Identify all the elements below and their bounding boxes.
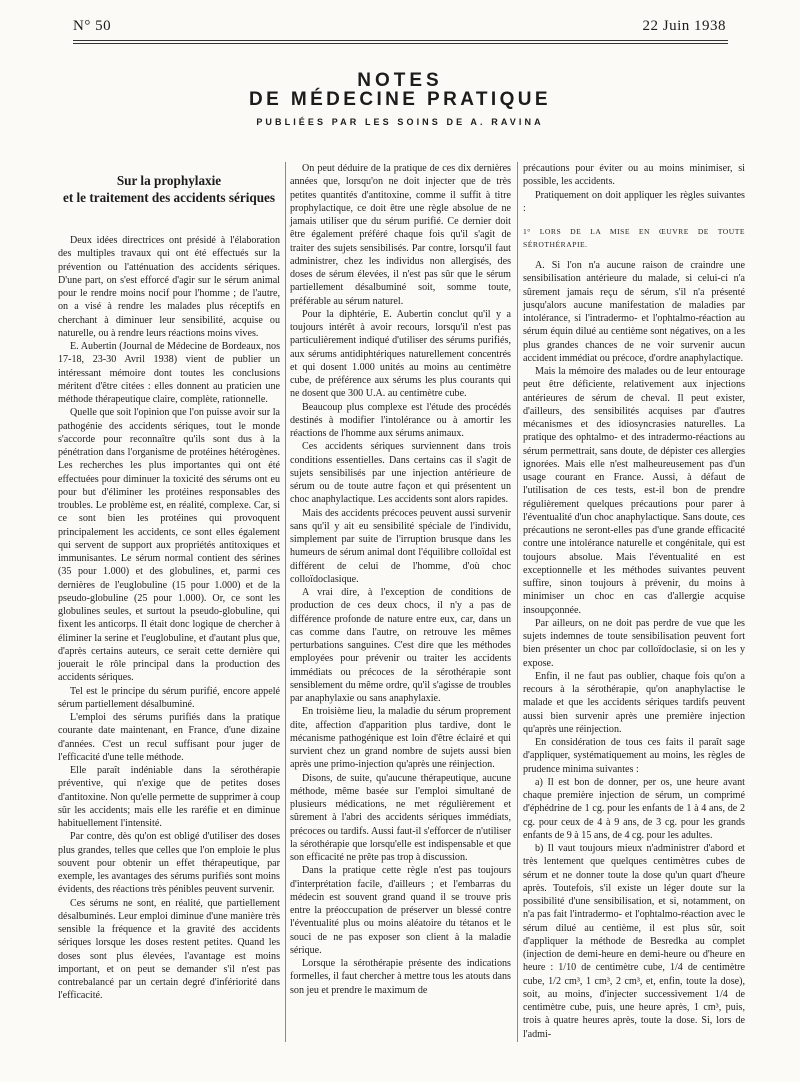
column-divider: [285, 162, 286, 1042]
paragraph: On peut déduire de la pratique de ces dix dernières années que, lorsqu'on ne doit injecter que de très petites quantités d'antitoxine, comme il suffit à titre prophylactique, ce doit être une règle absolue de ne jamais utiliser que du sérum purifié. Ce dernier doit être également préféré chaque fois qu'il s'agit de traiter des sujets sensibilisés. Par contre, lorsqu'il faut administrer, chez les individus non allergisés, des doses de sérum élevées, il n'est pas sûr que le sérum partiellement désalbuminé soit, somme toute, préférable au sérum naturel.: [290, 163, 511, 307]
paragraph: Par ailleurs, on ne doit pas perdre de vue que les sujets indemnes de toute sensibilisation peuvent fort bien présenter un choc par colloïdoclasie, si on les y expose.: [523, 617, 745, 669]
paragraph: Elle paraît indéniable dans la sérothérapie préventive, qui n'exige que de petites doses d'antitoxine. Non qu'elle permette de supprimer à coup sûr les accidents; mais elle les raréfie et en diminue habituellement l'intensité.: [58, 765, 280, 829]
column-3: [523, 162, 745, 1041]
paragraph: Disons, de suite, qu'aucune thérapeutique, aucune méthode, même basée sur l'emploi simultané de plusieurs médications, ne met régulièrement et sûrement à l'abri des accidents sériques immédiats, précoces ou tardifs. Aussi faut-il s'efforcer de n'utiliser la sérothérapie que lorsqu'elle est indispensable et que son efficacité ne prête pas trop à discussion.: [290, 772, 511, 863]
paragraph: E. Aubertin (Journal de Médecine de Bordeaux, nos 17-18, 23-30 Avril 1938) vient de publier un intéressant mémoire dont toutes les conclusions méritent d'être citées : elles donnent au praticien une méthode thérapeutique claire, complète, rationnelle.: [58, 341, 280, 405]
column-divider: [517, 162, 518, 1042]
paragraph: Mais des accidents précoces peuvent aussi survenir sans qu'il y ait eu sensibilité spéciale de l'individu, simplement par suite de l'irruption brusque dans les humeurs de sérum animal dont l'équilibre colloïdal est différent de celui de l'homme, d'où choc colloïdoclasique.: [290, 507, 511, 585]
paragraph: L'emploi des sérums purifiés dans la pratique courante date maintenant, en France, d'une dizaine d'années. C'est un recul suffisant pour juger de l'efficacité d'une telle méthode.: [58, 712, 280, 763]
paragraph: Pratiquement on doit appliquer les règles suivantes :: [523, 189, 745, 214]
paragraph: Ces accidents sériques surviennent dans trois conditions essentielles. Dans certains cas il s'agit de sujets sensibilisés par une injection antérieure de sérum ou de toute autre façon et qui présentent un choc anaphylactique. Les accidents sont alors rapides.: [290, 441, 511, 506]
article-title: [58, 162, 280, 234]
masthead-editor: PUBLIÉES PAR LES SOINS DE A. RAVINA: [256, 117, 544, 127]
header-rule: [73, 40, 728, 41]
paragraph: a) Il est bon de donner, per os, une heure avant chaque première injection de sérum, un comprimé d'éphédrine de 1 cg. pour les enfants de 1 à 4 ans, de 2 cg. pour ceux de 4 à 9 ans, de 3 cg. pour les grands enfants de 9 à 15 ans, de 4 cg. pour les adultes.: [523, 776, 745, 841]
article-title-line1: Sur la prophylaxie: [116, 173, 222, 188]
masthead-title: NOTES: [357, 70, 443, 91]
masthead-subtitle: DE MÉDECINE PRATIQUE: [248, 89, 551, 110]
column-1: [58, 162, 280, 1003]
paragraph: Par contre, dès qu'on est obligé d'utiliser des doses plus grandes, telles que celles que l'on emploie le plus souvent pour obtenir un effet thérapeutique, par exemple, les avantages des sérums purifiés sont moins évidents, des réactions très pénibles peuvent survenir.: [58, 831, 280, 896]
paragraph: Beaucoup plus complexe est l'étude des procédés destinés à modifier l'intolérance ou à amortir les réactions de l'homme aux sérums animaux.: [290, 401, 511, 439]
paragraph: Lorsque la sérothérapie présente des indications formelles, il faut chercher à mettre tous les atouts dans son jeu et prendre le maximum de: [290, 958, 511, 996]
paragraph: précautions pour éviter ou au moins minimiser, si possible, les accidents.: [523, 163, 745, 188]
paragraph: En considération de tous ces faits il paraît sage d'appliquer, systématiquement au moins, les règles de prudence minima suivantes :: [523, 737, 745, 775]
paragraph: A. Si l'on n'a aucune raison de craindre une sensibilisation antérieure du malade, si celui-ci n'a sûrement jamais reçu de sérum, s'il n'a présenté jusqu'alors aucune manifestation de maladies par intolérance, si l'intradermo- et l'ophtalmo-réaction au sérum équin dilué au centième sont négatives, on a les plus grandes chances de ne voir survenir aucun accident immédiat ou précoce, d'ordre anaphylactique.: [523, 260, 745, 364]
paragraph: A vrai dire, à l'exception de conditions de production de ces deux chocs, il n'y a pas de différence profonde de nature entre eux, car, dans un cas comme dans l'autre, on retrouve les mêmes perturbations sanguines. C'est dire que les méthodes employées pour prévenir ou traiter les accidents immédiats ou précoces de la sérothérapie sont sensiblement du même ordre, qu'il s'agisse de troubles par anaphylaxie ou sans anaphylaxie.: [290, 587, 511, 704]
paragraph: Mais la mémoire des malades ou de leur entourage peut être déficiente, relativement aux injections antérieures de sérum de cheval. Il peut exister, d'ailleurs, des sensibilités acquises par d'autres mécanismes et des idiosyncrasies naturelles. La pratique des ophtalmo- et des intradermo-réactions au sérum permettrait, sans doute, de dépister ces allergies ignorées. Mais elle n'est malheureusement pas d'un usage courant en France. Aussi, à défaut de l'utilisation de ces tests, est-il bon de prendre régulièrement quelques précautions pour parer à l'éventualité d'un choc anaphylactique. Sans doute, ces précautions ne seront-elles pas d'une grande efficacité contre une intolérance naturelle et congénitale, qui est toujours absolue. Mais l'éventualité en est exceptionnelle et les méthodes suivantes peuvent suffire, sinon toujours à prévenir, du moins à minimiser un choc en cas d'allergie acquise insoupçonnée.: [523, 366, 745, 616]
paragraph: Ces sérums ne sont, en réalité, que partiellement désalbuminés. Leur emploi diminue d'une manière très sensible la fréquence et la gravité des accidents sériques lorsque les doses restent petites. Quand les doses sont plus élevées, l'avantage est moins important, et on peut se demander s'il n'est pas contrebalancé par un certain degré d'infériorité dans l'efficacité.: [58, 897, 280, 1002]
paragraph: Enfin, il ne faut pas oublier, chaque fois qu'on a recours à la sérothérapie, qu'on anaphylactise le malade et que les accidents sériques tardifs peuvent aussi bien survenir après une première injection qu'après une réinjection.: [523, 670, 745, 735]
issue-number: N° 50: [73, 18, 112, 34]
paragraph: Pour la diphtérie, E. Aubertin conclut qu'il y a toujours intérêt à avoir recours, lorsqu'il n'est pas particulièrement indiqué d'utiliser des sérums purifiés, aux sérums antidiphtériques naturellement concentrés et qui dosent 1.000 unités au moins au centimètre cube, de préférence aux sérums les plus courants qui ne dosent que 300 U.A. au centimètre cube.: [290, 308, 511, 400]
issue-date: 22 Juin 1938: [642, 18, 726, 34]
article-title-line2: et le traitement des accidents sériques: [62, 190, 276, 205]
section-heading: 1° LORS DE LA MISE EN ŒUVRE DE TOUTE SÉROTHÉRAPIE.: [523, 227, 745, 249]
paragraph: En troisième lieu, la maladie du sérum proprement dite, affection d'apparition plus tardive, dont le mécanisme pathogénique est loin d'être éclairé et qui survient chez un grand nombre de sujets aussi bien après une primo-injection qu'après une réinjection.: [290, 706, 511, 771]
paragraph: Quelle que soit l'opinion que l'on puisse avoir sur la pathogénie des accidents sériques, tout le monde s'accorde pour reconnaître qu'ils sont dus à la pénétration dans l'organisme de protéines hétérogènes. Les recherches les plus importantes qui ont été effectuées pour diminuer la toxicité des sérums ont eu pour but d'éliminer les protéines responsables des troubles. Le problème est, en réalité, complexe. Car, si ce sont bien les protéines qui provoquent principalement les accidents, ce sont elles également qui servent de support aux propriétés antitoxiques et immunisantes. Le sérum normal contient des sérines (35 pour 1.000) et des globulines, et, parmi ces dernières de l'euglobuline (15 pour 1.000) et de la pseudo-globuline (25 pour 1.000). Or, ce sont les globulines seules, et surtout la pseudo-globuline, qui fixent les anticorps. Il était donc logique de chercher à éliminer la serine et l'euglobuline, et d'autant plus que, d'après certains auteurs, ce serait cette dernière qui jouerait le rôle principal dans la production des accidents sériques.: [58, 407, 280, 684]
column-2: [290, 162, 511, 997]
paragraph: Tel est le principe du sérum purifié, encore appelé sérum partiellement désalbuminé.: [58, 685, 280, 710]
header-rule-secondary: [73, 43, 728, 44]
paragraph: Deux idées directrices ont présidé à l'élaboration des multiples travaux qui ont été effectués sur la prévention ou l'atténuation des accidents sériques. D'une part, on s'est efforcé d'agir sur le sérum animal pour le rendre moins nocif pour l'homme ; de l'autre, on a visé à rendre les malades plus réceptifs en cherchant à diminuer leur sensibilité, acquise ou naturelle, ou à rendre leurs réactions moins vives.: [58, 235, 280, 339]
paragraph: b) Il vaut toujours mieux n'administrer d'abord et très lentement que quelques centimètres cubes de sérum et ne donner toute la dose qu'un quart d'heure après. Toutefois, s'il existe un léger doute sur la possibilité d'une sensibilisation, et si, notamment, on n'a pas fait l'intradermo- et l'ophtalmo-réaction avec le sérum dilué au centième, il est plus sûr, soit d'appliquer la méthode de Besredka au complet (injection de demi-heure en demi-heure ou d'heure en heure : 1/10 de centimètre cube, 1/4 de centimètre cube, 1/2 cm³, 1 cm³, 2 cm³, et, enfin, toute la dose), soit, au moins, d'injecter successivement 1/4 de centimètre cube, puis, une heure après, 1 cm³, puis, trois à quatre heures après, toute la dose. Si, lors de l'admi-: [523, 843, 745, 1040]
paragraph: Dans la pratique cette règle n'est pas toujours d'interprétation facile, d'ailleurs ; et l'embarras du médecin est souvent grand quand il se trouve pris entre la préoccupation de préserver un blessé contre l'éventualité plus ou moins aléatoire du tétanos et le souci de ne pas exposer son client à la maladie sérique.: [290, 865, 511, 956]
